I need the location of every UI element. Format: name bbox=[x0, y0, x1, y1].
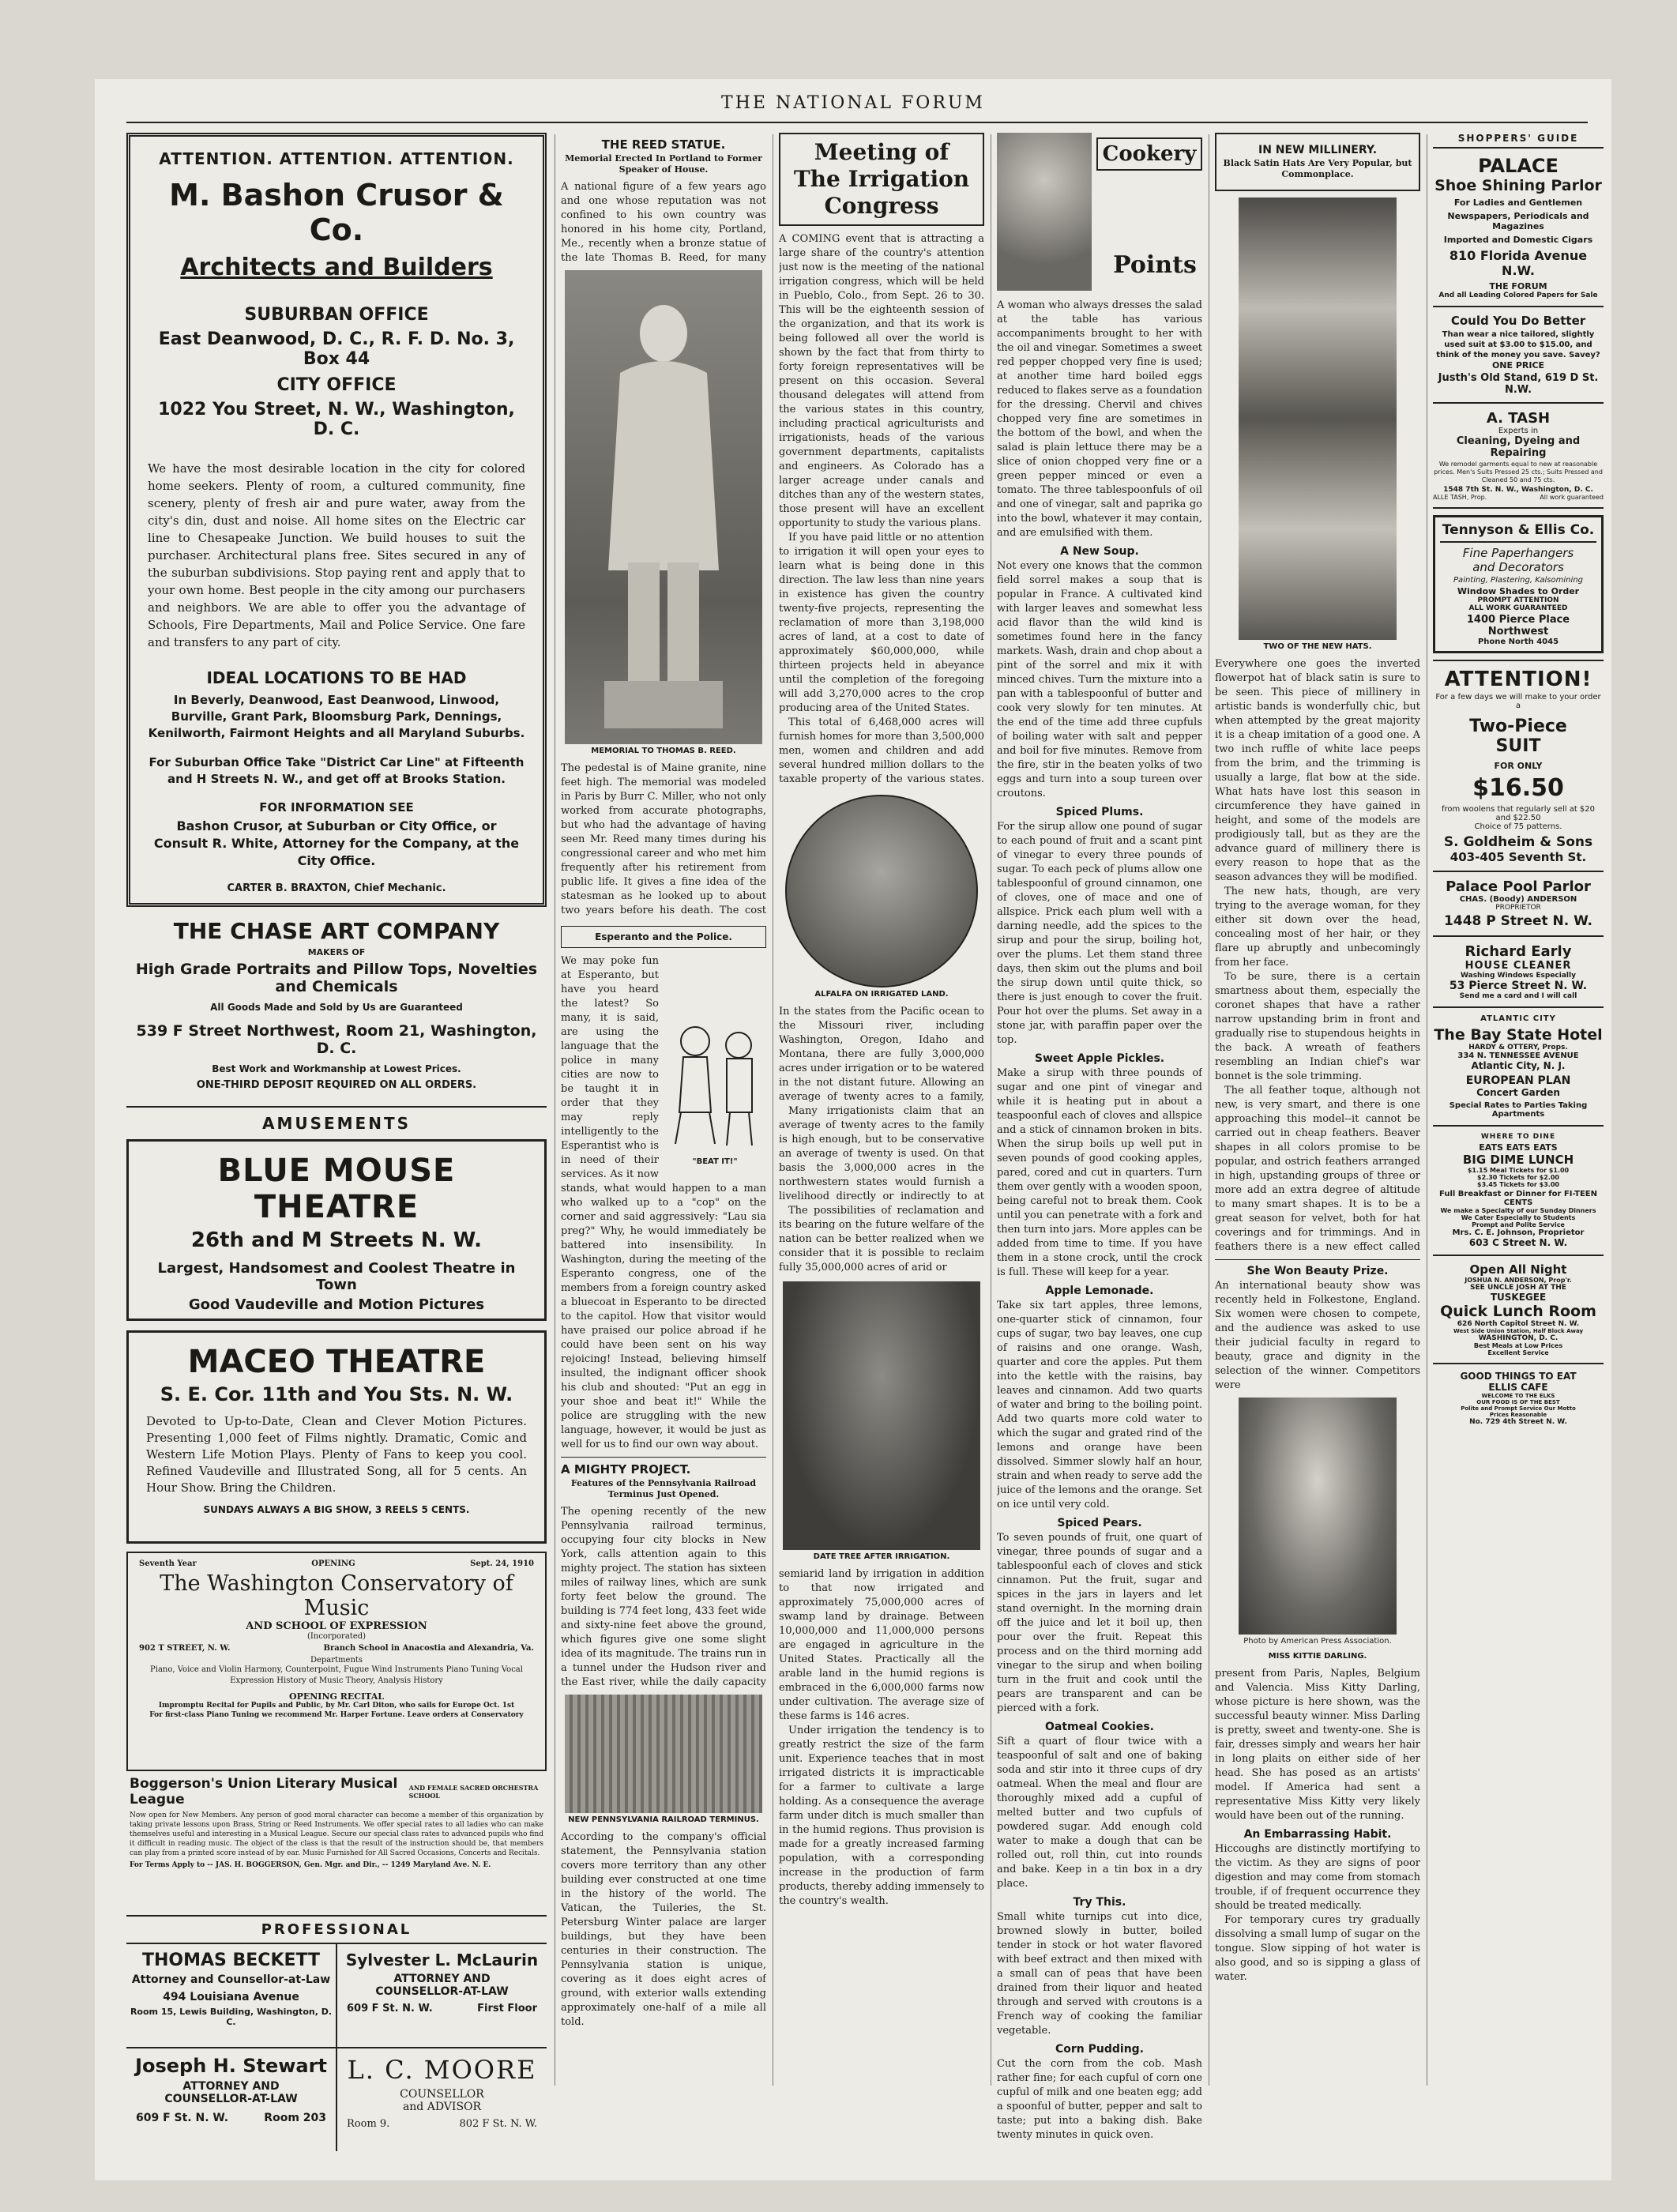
ad-line: and Decorators bbox=[1472, 560, 1564, 574]
lawyer-room: Room 9. bbox=[347, 2118, 390, 2130]
lawyer-address-row bbox=[126, 2112, 336, 2124]
ad-address: 53 Pierce Street N. W. bbox=[1449, 980, 1588, 992]
ad-line: ATLANTIC CITY bbox=[1480, 1014, 1556, 1023]
car-line-directions: For Suburban Office Take "District Car Line" at Fifteenth and H Streets N. W., and get off at Brooks Station. bbox=[149, 755, 525, 786]
terminus-photo bbox=[565, 1695, 762, 1813]
recipe-text: Small white turnips cut into dice, browned slowly in butter, boiled tender in stock or hot water flavored with beef extract and then mixed with a small can of peas that have been drained from their liquor and heated through and served with croutons is a French way of cooking the familiar vegetable. bbox=[997, 1911, 1202, 2037]
recipe-text: Sift a quart of flour twice with a teaspoonful of salt and one of baking soda and stir into it three cups of dry oatmeal. When the meal and flour are thoroughly mixed add a cupful of melted butter and two cupfuls of powdered sugar. Add enough cold water to make a dough that can be rolled out, roll thin, cut into rounds and bake. Keep in a tin box in a dry place. bbox=[997, 1736, 1202, 1890]
theatre-address: S. E. Cor. 11th and You Sts. N. W. bbox=[160, 1383, 513, 1405]
recipe-head: Oatmeal Cookies. bbox=[1044, 1721, 1154, 1733]
ad-line: Full Breakfast or Dinner for FI-TEEN CENTS bbox=[1439, 1190, 1597, 1207]
ad-line: PROMPT ATTENTION bbox=[1477, 596, 1559, 604]
article-paragraph: The possibilities of reclamation and its bearing on the future welfare of the nation can be better realized when we consider that it is possible to reclaim fully 35,000,000 acres of arid or bbox=[779, 1205, 984, 1273]
chase-art-ad bbox=[126, 907, 547, 1108]
masthead: THE NATIONAL FORUM bbox=[721, 93, 985, 113]
article-paragraph: A woman who always dresses the salad at the table has various accompaniments brought to her with the oil and vinegar. Sometimes a sweet red pepper chopped very fine is used; at another time hard boiled eggs reduced to flakes serve as a foundation for the dressing. Chervil and chives chopped very fine are sometimes in the bottom of the bowl, and when the salad is plain lettuce there may be a slice of onion chopped very fine or a green pepper minced or even a tomato. The three tablespoonfuls of oil and one of vinegar, salt and paprika go into the bowl, whatever it may contain, and are emulsified with them. bbox=[997, 299, 1202, 539]
article-paragraph: A COMING event that is attracting a large share of the country's attention just now is the meeting of the national irrigation congress, which will be held in Pueblo, Colo., from Sept. 26 to 30. This will be the eighteenth session of the organization, and that its work is being followed all over the world is shown by the fact that from thirty to forty foreign representatives will be present on this occasion. Several thousand delegates will attend from the various states in this country, including practical agriculturists and irrigationists, heads of the various government departments, capitalists and engineers. As Colorado has a larger acreage under canals and ditches than any of the western states, those present will have an excellent opportunity to study the various plans. bbox=[779, 233, 984, 529]
goldheim-ad bbox=[1433, 660, 1604, 872]
ad-line: SEE UNCLE JOSH AT THE bbox=[1470, 1284, 1566, 1292]
ad-line: Send me a card and I will call bbox=[1459, 992, 1577, 1000]
ad-title: Quick Lunch Room bbox=[1440, 1303, 1596, 1320]
ad-address: No. 729 4th Street N. W. bbox=[1469, 1418, 1567, 1426]
ad-line: WELCOME TO THE ELKS bbox=[1481, 1393, 1555, 1399]
conservatory-branch: Branch School in Anacostia and Alexandria, Va. bbox=[323, 1644, 534, 1653]
ad-line: WASHINGTON, D. C. bbox=[1478, 1334, 1559, 1342]
ad-line: Newspapers, Periodicals and Magazines bbox=[1447, 211, 1589, 231]
conservatory-opening: OPENING bbox=[311, 1559, 355, 1568]
ideal-locations-body: In Beverly, Deanwood, East Deanwood, Linwood, Burville, Grant Park, Bloomsburg Park, Dennings, Kenilworth, Fairmont Heights and all Maryland Suburbs. bbox=[148, 693, 525, 740]
millinery-head-box bbox=[1215, 133, 1420, 191]
theatre-line: Good Vaudeville and Motion Pictures bbox=[188, 1296, 485, 1313]
alfalfa-photo bbox=[785, 795, 978, 988]
ad-address: 626 North Capitol Street N. W. bbox=[1457, 1320, 1580, 1328]
lawyer-title: ATTORNEY AND bbox=[182, 2080, 280, 2093]
shoppers-guide-head: SHOPPERS' GUIDE bbox=[1433, 133, 1604, 149]
reed-statue-photo bbox=[565, 270, 762, 744]
ad-title: The Bay State Hotel bbox=[1434, 1026, 1603, 1044]
headline-line: The Irrigation bbox=[793, 166, 970, 192]
ad-line: JOSHUA N. ANDERSON, Prop'r. bbox=[1465, 1277, 1572, 1284]
boggerson-body: Now open for New Members. Any person of good moral character can become a member of this organization by taking private lessons upon Brass, String or Reed Instruments. We offer special rates to all ladies who can make themselves useful and interesting in a Musical League. Secure our special class rates to advanced pupils who find it difficult in reading music. The object of the class is that the result of the instruction should be, that members can play from a printed score instead of by ear. Music Furnished for All Sacred Occasions, Concerts and Recitals. bbox=[130, 1811, 543, 1857]
masthead-rule bbox=[126, 122, 1588, 123]
ad-line: CHAS. (Boody) ANDERSON bbox=[1459, 895, 1577, 904]
ad-title: Could You Do Better bbox=[1450, 314, 1586, 328]
conservatory-address-row bbox=[139, 1644, 534, 1653]
ad-line: And all Leading Colored Papers for Sale bbox=[1438, 292, 1598, 299]
conservatory-year: Seventh Year bbox=[139, 1559, 197, 1568]
article-divider bbox=[1215, 1259, 1420, 1260]
lawyer-name: Sylvester L. McLaurin bbox=[345, 1951, 539, 1969]
boggerson-name: Boggerson's Union Literary Musical League bbox=[130, 1776, 398, 1808]
theatre-line bbox=[135, 1319, 538, 1321]
cook-woman-illustration bbox=[997, 133, 1092, 291]
city-office-label: CITY OFFICE bbox=[276, 375, 397, 395]
conservatory-date: Sept. 24, 1910 bbox=[470, 1559, 534, 1568]
ad-line: Mrs. C. E. Johnson, Proprietor bbox=[1452, 1228, 1585, 1237]
ad-line: Than wear a nice tailored, slightly used suit at $3.00 to $15.00, and think of the money you save. Savey? bbox=[1436, 330, 1600, 359]
article-paragraph: This total of 6,468,000 acres will furnish homes for more than 3,500,000 men, women and children and add several hundred million dollars to the taxable property of the various states. bbox=[779, 717, 984, 785]
cookery-headline: Cookery bbox=[1096, 137, 1202, 171]
ad-line: $1.15 Meal Tickets for $1.00 bbox=[1467, 1167, 1570, 1174]
ad-title: BIG DIME LUNCH bbox=[1462, 1153, 1574, 1167]
lawyer-address: Room 15, Lewis Building, Washington, D. C. bbox=[130, 2007, 333, 2027]
ad-line: from woolens that regularly sell at $20 and $22.50 bbox=[1441, 805, 1596, 822]
headline-line: Meeting of bbox=[814, 139, 949, 165]
article-paragraph: According to the company's official statement, the Pennsylvania station covers more territory than any other building ever constructed at one time in the history of the world. The Vatican, the Tuileries, the St. Petersburg Winter palace are larger buildings, but they have been centuries in their construction. The Pennsylvania station is unique, covering as it does eight acres of ground, with exterior walls extending approximately one-half of a mile all told. bbox=[561, 1831, 766, 2028]
photo-caption: MISS KITTIE DARLING. bbox=[1268, 1652, 1367, 1661]
lawyer-title: Attorney and Counsellor-at-Law bbox=[131, 1973, 331, 1986]
conservatory-recital: OPENING RECITAL bbox=[289, 1691, 384, 1702]
chase-name: THE CHASE ART COMPANY bbox=[173, 918, 500, 944]
ad-line: Window Shades to Order bbox=[1457, 586, 1580, 596]
recipe-text: Make a sirup with three pounds of sugar and one pint of vinegar and while it is heating put in about a teaspoonful each of cloves and allspice and a stick of cinnamon broken in bits. When the sirup boils up well put in seven pounds of good cooking apples, pared, cored and cut in quarters. Turn them over gently with a wooden spoon, being careful not to break them. Cook until you can penetrate with a fork and then turn into jars. More apples can be added from time to time. If you have them in a stone crock, until the crock is full. These will keep for a year. bbox=[997, 1067, 1202, 1278]
cartoon-drawing bbox=[664, 1010, 766, 1152]
conservatory-recital-text: Impromptu Recital for Pupils and Public, by Mr. Carl Diton, who sails for Europe Oct. 1st bbox=[158, 1702, 515, 1710]
chief-mechanic: CARTER B. BRAXTON, Chief Mechanic. bbox=[227, 882, 446, 894]
ellis-cafe-ad bbox=[1433, 1364, 1604, 1432]
ad-line: FOR ONLY bbox=[1494, 761, 1543, 771]
article-paragraph: To be sure, there is a certain smartness about them, especially the coronet shapes that have a rather narrow upstanding brim in front and gradually rise to stupendous heights in the back. A wreath of feathers resembling an Indian chief's war bonnet is the sole trimming. bbox=[1215, 971, 1420, 1082]
ad-title: Open All Night bbox=[1469, 1262, 1567, 1277]
article-headline: An Embarrassing Habit. bbox=[1243, 1828, 1392, 1841]
ad-line: HARDY & OTTERY, Props. bbox=[1468, 1044, 1568, 1051]
date-tree-photo bbox=[783, 1281, 980, 1550]
ad-line: Best Meals at Low Prices bbox=[1473, 1342, 1563, 1349]
recipe-text: Take six tart apples, three lemons, one-quarter stick of cinnamon, four cups of sugar, two bay leaves, one cup of raisins and one orange. Wash, quarter and core the apples. Put them into the kettle with the raisins, bay leaves and cinnamon. Add two quarts of water and bring to the boiling point. Add two quarts more cold water to which the sugar and grated rind of the lemons and orange have been dissolved. Simmer slowly half an hour, strain and when ready to serve add the juice of the lemons and the orange. Set on ice until very cold. bbox=[997, 1300, 1202, 1510]
lawyer-title: COUNSELLOR bbox=[400, 2088, 484, 2101]
ad-line: For a few days we will make to your order a bbox=[1435, 693, 1601, 710]
chase-makers: MAKERS OF bbox=[307, 947, 366, 957]
ad-title: TUSKEGEE bbox=[1490, 1292, 1547, 1303]
ad-address: Atlantic City, N. J. bbox=[1471, 1060, 1566, 1071]
recipe-head: Corn Pudding. bbox=[1055, 2043, 1144, 2056]
lawyer-title: COUNSELLOR-AT-LAW bbox=[375, 1985, 509, 1998]
column-irrigation bbox=[779, 133, 984, 2171]
boggerson-terms: For Terms Apply to -- JAS. H. BOGGERSON, Gen. Mgr. and Dir., -- 1249 Maryland Ave. N. E. bbox=[130, 1861, 491, 1869]
article-headline: A MIGHTY PROJECT. bbox=[561, 1462, 691, 1477]
article-subhead: Features of the Pennsylvania Railroad Terminus Just Opened. bbox=[570, 1478, 757, 1499]
ad-title: ELLIS CAFE bbox=[1488, 1382, 1548, 1393]
ad-line: Concert Garden bbox=[1476, 1087, 1560, 1098]
photo-caption: DATE TREE AFTER IRRIGATION. bbox=[813, 1552, 950, 1561]
article-headline: IN NEW MILLINERY. bbox=[1258, 144, 1378, 156]
ad-title: A. TASH bbox=[1486, 410, 1551, 427]
stewart-card bbox=[126, 2048, 337, 2151]
lawyer-address: 609 F St. N. W. bbox=[136, 2112, 229, 2124]
tennyson-ad bbox=[1433, 515, 1604, 653]
article-paragraph: The new hats, though, are very trying to the average woman, for they either sit down over the head, concealing most of her hair, or they flare up abruptly and unbecomingly from her face. bbox=[1215, 886, 1420, 969]
cookery-headline: Points bbox=[1113, 251, 1197, 279]
article-paragraph: If you have paid little or no attention to irrigation it will open your eyes to learn what is being done in this direction. The law less than nine years in existence has given the country twenty-five projects, representing the reclamation of more than 3,198,000 acres of land, at a cost to date of approximately $60,000,000, while thirteen projects held in abeyance until the completion of the foregoing will add 3,270,000 acres to the crop producing area of the United States. bbox=[779, 532, 984, 714]
recipe-head: A New Soup. bbox=[1060, 545, 1139, 558]
lawyer-address-row bbox=[337, 2118, 547, 2130]
ad-address: 603 C Street N. W. bbox=[1468, 1237, 1568, 1248]
conservatory-top-row bbox=[139, 1559, 534, 1568]
ad-address: 1448 P Street N. W. bbox=[1444, 913, 1592, 929]
ad-line: $3.45 Tickets for $3.00 bbox=[1477, 1181, 1559, 1188]
article-paragraph: Under irrigation the tendency is to greatly restrict the size of the farm unit. Experience teaches that in most irrigated districts it is impracticable for a farmer to cultivate a large holding. As a consequence the average farm under ditch is much smaller than in the humid regions. Thus provision is made for a greatly increased farming population, with a corresponding increase in the production of farm products, thereby adding immensely to the country's wealth. bbox=[779, 1725, 984, 1907]
boggerson-side: AND FEMALE SACRED ORCHESTRA SCHOOL bbox=[408, 1784, 539, 1800]
ad-address: 1400 Pierce Place Northwest bbox=[1466, 614, 1570, 638]
ad-line: THE FORUM bbox=[1489, 281, 1547, 292]
ad-line: All work guaranteed bbox=[1540, 494, 1604, 501]
ad-line: Excellent Service bbox=[1487, 1349, 1549, 1356]
recipe-text: Cut the corn from the cob. Mash rather fine; for each cupful of corn one cupful of milk and one beaten egg; add a spoonful of butter, pepper and salt to taste; put into a baking dish. Bake twenty minutes in quick oven. bbox=[997, 2058, 1202, 2141]
ad-address: 1548 7th St. N. W., Washington, D. C. bbox=[1443, 486, 1593, 494]
ad-line: Special Rates to Parties Taking Apartments bbox=[1449, 1101, 1588, 1119]
recipe-head: Spiced Pears. bbox=[1057, 1517, 1142, 1529]
ad-line: Prices Reasonable bbox=[1489, 1412, 1547, 1418]
professional-heading: PROFESSIONAL bbox=[126, 1917, 547, 1944]
suburban-office-address: East Deanwood, D. C., R. F. D. No. 3, Box 44 bbox=[158, 329, 515, 369]
lawyer-address: 802 F St. N. W. bbox=[459, 2118, 537, 2130]
ad-address: 403-405 Seventh St. bbox=[1450, 850, 1587, 864]
ad-line: We make a Specialty of our Sunday Dinners bbox=[1440, 1207, 1596, 1214]
theatre-line: Largest, Handsomest and Coolest Theatre in Town bbox=[157, 1260, 516, 1293]
left-ad-column bbox=[126, 133, 547, 2171]
article-divider bbox=[561, 1457, 766, 1458]
recipe-head: Apple Lemonade. bbox=[1045, 1285, 1154, 1297]
ad-title: SUIT bbox=[1495, 736, 1541, 756]
ad-title: Shoe Shining Parlor bbox=[1434, 177, 1602, 194]
ideal-locations-head: IDEAL LOCATIONS TO BE HAD bbox=[206, 668, 467, 687]
ad-line: ONE PRICE bbox=[1491, 360, 1545, 371]
boggerson-head-row bbox=[130, 1776, 543, 1808]
mclaurin-card bbox=[337, 1944, 547, 2047]
theatre-name: BLUE MOUSE THEATRE bbox=[217, 1153, 456, 1225]
esperanto-head-box bbox=[561, 926, 766, 948]
ad-line: We remodel garments equal to new at reasonable prices. Men's Suits Pressed 25 cts.; Suits Pressed and Cleaned 50 and 75 cts. bbox=[1434, 461, 1603, 483]
ad-line: WHERE TO DINE bbox=[1480, 1133, 1556, 1141]
article-paragraph: For temporary cures try gradually dissolving a small lump of sugar on the tongue. Slow sipping of hot water is also good, and so is sipping a glass of water. bbox=[1215, 1914, 1420, 1983]
company-name: M. Bashon Crusor & Co. bbox=[169, 178, 504, 247]
ad-line: For Ladies and Gentlemen bbox=[1453, 198, 1583, 208]
lawyer-title: and ADVISOR bbox=[402, 2101, 482, 2113]
photo-credit: Photo by American Press Association. bbox=[1243, 1637, 1392, 1646]
conservatory-school: AND SCHOOL OF EXPRESSION bbox=[246, 1620, 427, 1632]
ad-line: Choice of 75 patterns. bbox=[1474, 822, 1562, 831]
justh-ad bbox=[1433, 307, 1604, 404]
article-paragraph: The all feather toque, although not new, is very smart, and there is one approaching this model--it cannot be carried out in cheap feathers. Beaver shapes in all colors promise to be popular, and ostrich feathers arranged in high, upstanding groups of three or more add an extra degree of altitude to many smart shapes. It is to be a great season for velvet, both for hat coverings and for trimmings. And in feathers there is a new effect called bbox=[1215, 1085, 1420, 1253]
photo-caption: TWO OF THE NEW HATS. bbox=[1263, 642, 1372, 651]
cookery-header bbox=[997, 133, 1202, 299]
ad-address: 810 Florida Avenue N.W. bbox=[1449, 248, 1588, 278]
ad-line: Cleaning, Dyeing and Repairing bbox=[1456, 435, 1581, 459]
theatre-name: MACEO THEATRE bbox=[187, 1344, 486, 1380]
ad-line: West Side Union Station, Half Block Away bbox=[1453, 1328, 1584, 1334]
lawyer-title: ATTORNEY AND bbox=[393, 1973, 491, 1985]
recipe-text: To seven pounds of fruit, one quart of vinegar, three pounds of sugar and a tablespoonful each of cloves and stick cinnamon. Put the fruit, sugar and spices in the jars in layers and let stand overnight. In the morning drain off the juice and let it boil up, then pour over the fruit. Repeat this process and on the third morning add vinegar to the sirup and when boiling turn in the fruit and cook until the pears are transparent and can be pierced with a fork. bbox=[997, 1532, 1202, 1714]
ad-address: Justh's Old Stand, 619 D St. N.W. bbox=[1438, 372, 1599, 396]
conservatory-ad bbox=[126, 1552, 547, 1771]
statue-figure bbox=[565, 270, 762, 744]
article-paragraph: The pedestal is of Maine granite, nine feet high. The memorial was modeled in Paris by Burr C. Miller, who not only worked from accurate photographs, but who had the advantage of having seen Mr. Reed many times during his congressional career and who met him frequently after his retirement from public life. It gives a fine idea of the statesman as he looked up to about two years before his death. The cost bbox=[561, 762, 766, 916]
ad-attention: ATTENTION. ATTENTION. ATTENTION. bbox=[159, 149, 514, 168]
lawyer-floor: First Floor bbox=[477, 2003, 537, 2014]
lawyer-name: THOMAS BECKETT bbox=[141, 1951, 321, 1970]
article-paragraph: present from Paris, Naples, Belgium and Valencia. Miss Kitty Darling, whose picture is here shown, was the successful beauty winner. Miss Darling is pretty, sweet and twenty-one. She is fair, dresses simply and wears her hair in long plaits on either side of her head. She has posed as an artists' model. If America had sent a representative Miss Kitty very likely would have been out of the running. bbox=[1215, 1668, 1420, 1822]
article-paragraph: A national figure of a few years ago and one whose reputation was not confined to his own country was honored in his home city, Portland, Me., recently when a bronze statue of the late Thomas B. Reed, for many bbox=[561, 181, 766, 264]
recipe-head: Sweet Apple Pickles. bbox=[1034, 1052, 1165, 1065]
ad-line: ALL WORK GUARANTEED bbox=[1468, 604, 1568, 612]
palace-shoe-ad bbox=[1433, 149, 1604, 307]
ad-title: Two-Piece bbox=[1469, 717, 1567, 736]
moore-card bbox=[337, 2048, 547, 2151]
article-headline: Esperanto and the Police. bbox=[595, 931, 732, 942]
lawyer-name: L. C. MOORE bbox=[347, 2055, 537, 2085]
article-paragraph: Many irrigationists claim that an average of twenty acres to the family is high enough, but to be conservative an average of twenty is used. On that basis the 3,000,000 acres in the northwestern states would furnish a livelihood directly or indirectly to at bbox=[779, 1105, 984, 1202]
crusor-ad bbox=[126, 133, 547, 907]
newspaper-page bbox=[95, 79, 1611, 2180]
ad-title: Tennyson & Ellis Co. bbox=[1440, 522, 1596, 543]
lawyer-address: 609 F St. N. W. bbox=[347, 2003, 433, 2014]
pool-parlor-ad bbox=[1433, 872, 1604, 937]
photo-caption: ALFALFA ON IRRIGATED LAND. bbox=[814, 990, 949, 999]
early-ad bbox=[1433, 937, 1604, 1008]
suburban-office-label: SUBURBAN OFFICE bbox=[244, 305, 429, 325]
lawyer-room: Room 203 bbox=[264, 2112, 326, 2124]
dime-lunch-ad bbox=[1433, 1127, 1604, 1256]
recipe-head: Spiced Plums. bbox=[1055, 806, 1144, 818]
info-body: Bashon Crusor, at Suburban or City Office, or Consult R. White, Attorney for the Company, at the City Office. bbox=[153, 818, 520, 868]
column-reed bbox=[561, 133, 766, 2171]
chase-products: High Grade Portraits and Pillow Tops, Novelties and Chemicals bbox=[135, 961, 538, 995]
blue-mouse-ad bbox=[126, 1139, 547, 1321]
ad-title: GOOD THINGS TO EAT bbox=[1460, 1371, 1577, 1382]
conservatory-inc: (Incorporated) bbox=[306, 1632, 367, 1641]
ad-title: S. Goldheim & Sons bbox=[1443, 834, 1593, 850]
ad-line: HOUSE CLEANER bbox=[1465, 960, 1572, 972]
ad-address: 334 N. TENNESSEE AVENUE bbox=[1457, 1051, 1579, 1060]
lawyer-name: Joseph H. Stewart bbox=[135, 2055, 327, 2077]
ad-price: $16.50 bbox=[1472, 774, 1564, 802]
conservatory-dept-list: Piano, Voice and Violin Harmony, Counterpoint, Fugue Wind Instruments Piano Tuning Vocal Expression History of Music Theory, Analysis History bbox=[150, 1665, 523, 1685]
column-millinery bbox=[1215, 133, 1420, 2171]
ad-footer-row bbox=[1433, 494, 1604, 501]
ad-line: EUROPEAN PLAN bbox=[1465, 1074, 1571, 1087]
ad-title: ATTENTION! bbox=[1444, 668, 1592, 691]
irrigation-headline bbox=[779, 133, 984, 226]
chase-goods: All Goods Made and Sold by Us are Guaranteed bbox=[210, 1002, 463, 1013]
conservatory-departments: Departments bbox=[310, 1656, 363, 1665]
ad-title: PALACE bbox=[1478, 155, 1559, 177]
ad-line: ALLE TASH, Prop. bbox=[1433, 494, 1487, 501]
kittie-darling-photo bbox=[1239, 1398, 1397, 1635]
bay-state-ad bbox=[1433, 1008, 1604, 1127]
article-headline: She Won Beauty Prize. bbox=[1246, 1265, 1389, 1277]
ad-line: Painting, Plastering, Kalsomining bbox=[1453, 576, 1583, 585]
professional-row-2 bbox=[126, 2048, 547, 2151]
photo-caption: NEW PENNSYLVANIA RAILROAD TERMINUS. bbox=[568, 1815, 759, 1824]
article-headline: THE REED STATUE. bbox=[601, 137, 726, 152]
article-paragraph: Hiccoughs are distinctly mortifying to the victim. As they are signs of poor digestion and may come from stomach trouble, if of frequent occurrence they should be treated medically. bbox=[1215, 1843, 1420, 1912]
lawyer-title: COUNSELLOR-AT-LAW bbox=[164, 2093, 298, 2105]
ad-line: Polite and Prompt Service Our Motto bbox=[1461, 1405, 1576, 1412]
esperanto-cartoon bbox=[664, 1010, 766, 1168]
beckett-card bbox=[126, 1944, 337, 2047]
professional-row-1 bbox=[126, 1944, 547, 2048]
article-paragraph: We may poke fun at Esperanto, but have you heard the latest? So many, it is said, are using the language that the police in many cities are now to be taught it in order that they may reply intelligently to the Esperantist who is in need of their services. As it now stands, what would happen to a man who walked up to a "cop" on the corner and said aggressively: "Lau sia preg?" Why, he would immediately be battered into insensibility. In Washington, during the meeting of the Esperanto congress, one of the members from a foreign country asked a bluecoat in Esperanto to be directed to the capitol. How that visitor would have praised our police abroad if he could have been sent on his way rejoicing! Instead, believing himself insulted, the indignant officer shook his club and shouted: "Put an egg in your shoe and beat it!" While the police are struggling with the new language, however, it would be just as well for us to find our own way about. bbox=[561, 955, 766, 1450]
ad-title: Palace Pool Parlor bbox=[1446, 878, 1591, 895]
company-tagline: Architects and Builders bbox=[180, 254, 493, 281]
lawyer-address-row bbox=[337, 2003, 547, 2014]
recipe-text: Not every one knows that the common field sorrel makes a soup that is popular in France. A cultivated kind with larger leaves and somewhat less acid flavor than the wild kind is sometimes found here in the fancy markets. Wash, drain and chop about a pint of the sorrel and mix it with minced chives. Turn the mixture into a pan with a tablespoonful of butter and cook very slowly for ten minutes. At the end of the time add three cupfuls of boiling water with salt and pepper and boil for five minutes. Remove from the fire, stir in the beaten yolks of two eggs and turn into a soup tureen over croutons. bbox=[997, 560, 1202, 799]
two-hats-photo bbox=[1239, 198, 1397, 640]
ad-line: Experts in bbox=[1498, 427, 1539, 435]
theatre-address: 26th and M Streets N. W. bbox=[190, 1228, 483, 1252]
ad-phone: Phone North 4045 bbox=[1477, 638, 1559, 646]
chase-best-work: Best Work and Workmanship at Lowest Prices. bbox=[212, 1063, 461, 1074]
chase-address: 539 F Street Northwest, Room 21, Washington, D. C. bbox=[136, 1022, 537, 1057]
conservatory-name: The Washington Conservatory of Music bbox=[160, 1571, 513, 1620]
conservatory-street: 902 T STREET, N. W. bbox=[139, 1644, 231, 1653]
cartoon-caption: "BEAT IT!" bbox=[692, 1157, 738, 1166]
ad-line: Prompt and Polite Service bbox=[1472, 1221, 1565, 1228]
ad-title: Richard Early bbox=[1465, 943, 1572, 960]
ad-line: Fine Paperhangers bbox=[1462, 546, 1574, 560]
conservatory-tuning: For first-class Piano Tuning we recommend Mr. Harper Fortune. Leave orders at Conservatory bbox=[149, 1711, 524, 1719]
article-paragraph: An international beauty show was recently held in Folkestone, England. Six women were chosen to compete, and the audience was asked to use their judicial faculty in regard to beauty, grace and dignity in the selection of the winner. Competitors were bbox=[1215, 1280, 1420, 1391]
recipe-text: For the sirup allow one pound of sugar to each pound of fruit and a scant pint of vinegar to every three pounds of sugar. To each peck of plums allow one tablespoonful of ground cinnamon, one of cloves, one of mace and one of allspice. Prick each plum well with a darning needle, add the spices to the sirup and pour the sirup, boiling hot, over the plums. Let them stand three days, then skim out the plums and boil the sirup down until quite thick, so there is just enough to cover the fruit. Pour hot over the plums. Set away in a stone jar, with paraffin paper over the top. bbox=[997, 821, 1202, 1046]
boggerson-ad bbox=[126, 1771, 547, 1917]
esperanto-body bbox=[561, 954, 766, 1452]
ad-line: $2.30 Tickets for $2.00 bbox=[1477, 1174, 1559, 1181]
city-office-address: 1022 You Street, N. W., Washington, D. C. bbox=[158, 400, 515, 439]
ad-line: PROPRIETOR bbox=[1495, 904, 1541, 912]
maceo-ad bbox=[126, 1330, 547, 1544]
info-head: FOR INFORMATION SEE bbox=[259, 800, 414, 814]
theatre-body: Devoted to Up-to-Date, Clean and Clever Motion Pictures. Presenting 1,000 feet of Films nightly. Dramatic, Comic and Western Life Motion Plays. Plenty of Fans to keep you cool. Refined Vaudeville and Illustrated Song, all for 5 cents. An Hour Show. Bring the Children. bbox=[146, 1414, 527, 1495]
tuskegee-ad bbox=[1433, 1256, 1604, 1364]
ad-line: Washing Windows Especially bbox=[1461, 972, 1576, 980]
ad-body: We have the most desirable location in the city for colored home seekers. Plenty of room, a cultured community, fine scenery, plenty of fresh air and pure water, away from the city's din, dust and noise. All home sites on the Electric car line to Chesapeake Junction. We build houses to suit the purchaser. Architectural plans free. Sites secured in any of the suburban subdivisions. Stop paying rent and apply that to your own home. Best people in the city among our purchasers and neighbors. We are able to offer you the advantage of Schools, Fire Departments, Mail and Police Service. One fare and transfers to any part of city. bbox=[148, 461, 525, 649]
ad-line: Imported and Domestic Cigars bbox=[1443, 235, 1593, 245]
article-paragraph: The opening recently of the new Pennsylvania railroad terminus, occupying four city blocks in New York, calls attention again to this mighty project. The station has sixteen miles of railway lines, which are sunk forty feet below the ground. The building is 774 feet long, 433 feet wide and sixty-nine feet above the ground, which figures give one some slight idea of its magnitude. The trains run in a tunnel under the Hudson river and the East river, while the daily capacity bbox=[561, 1506, 766, 1688]
column-shoppers-guide bbox=[1433, 133, 1604, 2171]
ad-line: We Cater Especially to Students bbox=[1461, 1214, 1576, 1221]
article-paragraph: In the states from the Pacific ocean to the Missouri river, including Washington, Oregon, Idaho and Montana, there are fully 3,000,000 acres under irrigation or to be watered in the not distant future. Allowing an average of twenty acres to a family, bbox=[779, 1006, 984, 1103]
ad-line: OUR FOOD IS OF THE BEST bbox=[1476, 1399, 1560, 1405]
article-subhead: Black Satin Hats Are Very Popular, but Commonplace. bbox=[1223, 158, 1412, 179]
recipe-head: Try This. bbox=[1073, 1896, 1126, 1909]
ad-line: EATS EATS EATS bbox=[1479, 1142, 1558, 1153]
headline-line: Congress bbox=[824, 193, 939, 219]
lawyer-address: 494 Louisiana Avenue bbox=[163, 1991, 299, 2003]
amusements-heading: AMUSEMENTS bbox=[261, 1114, 412, 1133]
article-paragraph: semiarid land by irrigation in addition to that now irrigated and approximately 75,000,000 acres of swamp land by drainage. Between 10,000,000 and 11,000,000 persons are engaged in agriculture in the United States. Practically all the arable land in the humid regions is embraced in the 6,000,000 farms now under cultivation. The average size of these farms is 146 acres. bbox=[779, 1568, 984, 1722]
article-paragraph: Everywhere one goes the inverted flowerpot hat of black satin is sure to be seen. This piece of millinery in artistic bands is wonderfully chic, but when attempted by the great majority it is a cheap imitation of a good one. A two inch ruffle of white lace peeps from the brim, and the trimming is usually a large, flat bow at the side. What hats have lost this season in circumference they have gained in height, and some of the models are prodigiously tall, but as they are the advance guard of millinery there is every reason to hope that as the season advances they will be modified. bbox=[1215, 658, 1420, 883]
photo-caption: MEMORIAL TO THOMAS B. REED. bbox=[591, 747, 736, 755]
tash-ad bbox=[1433, 404, 1604, 509]
theatre-sunday: SUNDAYS ALWAYS A BIG SHOW, 3 REELS 5 CENTS. bbox=[203, 1504, 470, 1515]
column-cookery bbox=[997, 133, 1202, 2171]
article-subhead: Memorial Erected In Portland to Former Speaker of House. bbox=[565, 153, 762, 175]
chase-deposit: ONE-THIRD DEPOSIT REQUIRED ON ALL ORDERS. bbox=[196, 1079, 477, 1091]
